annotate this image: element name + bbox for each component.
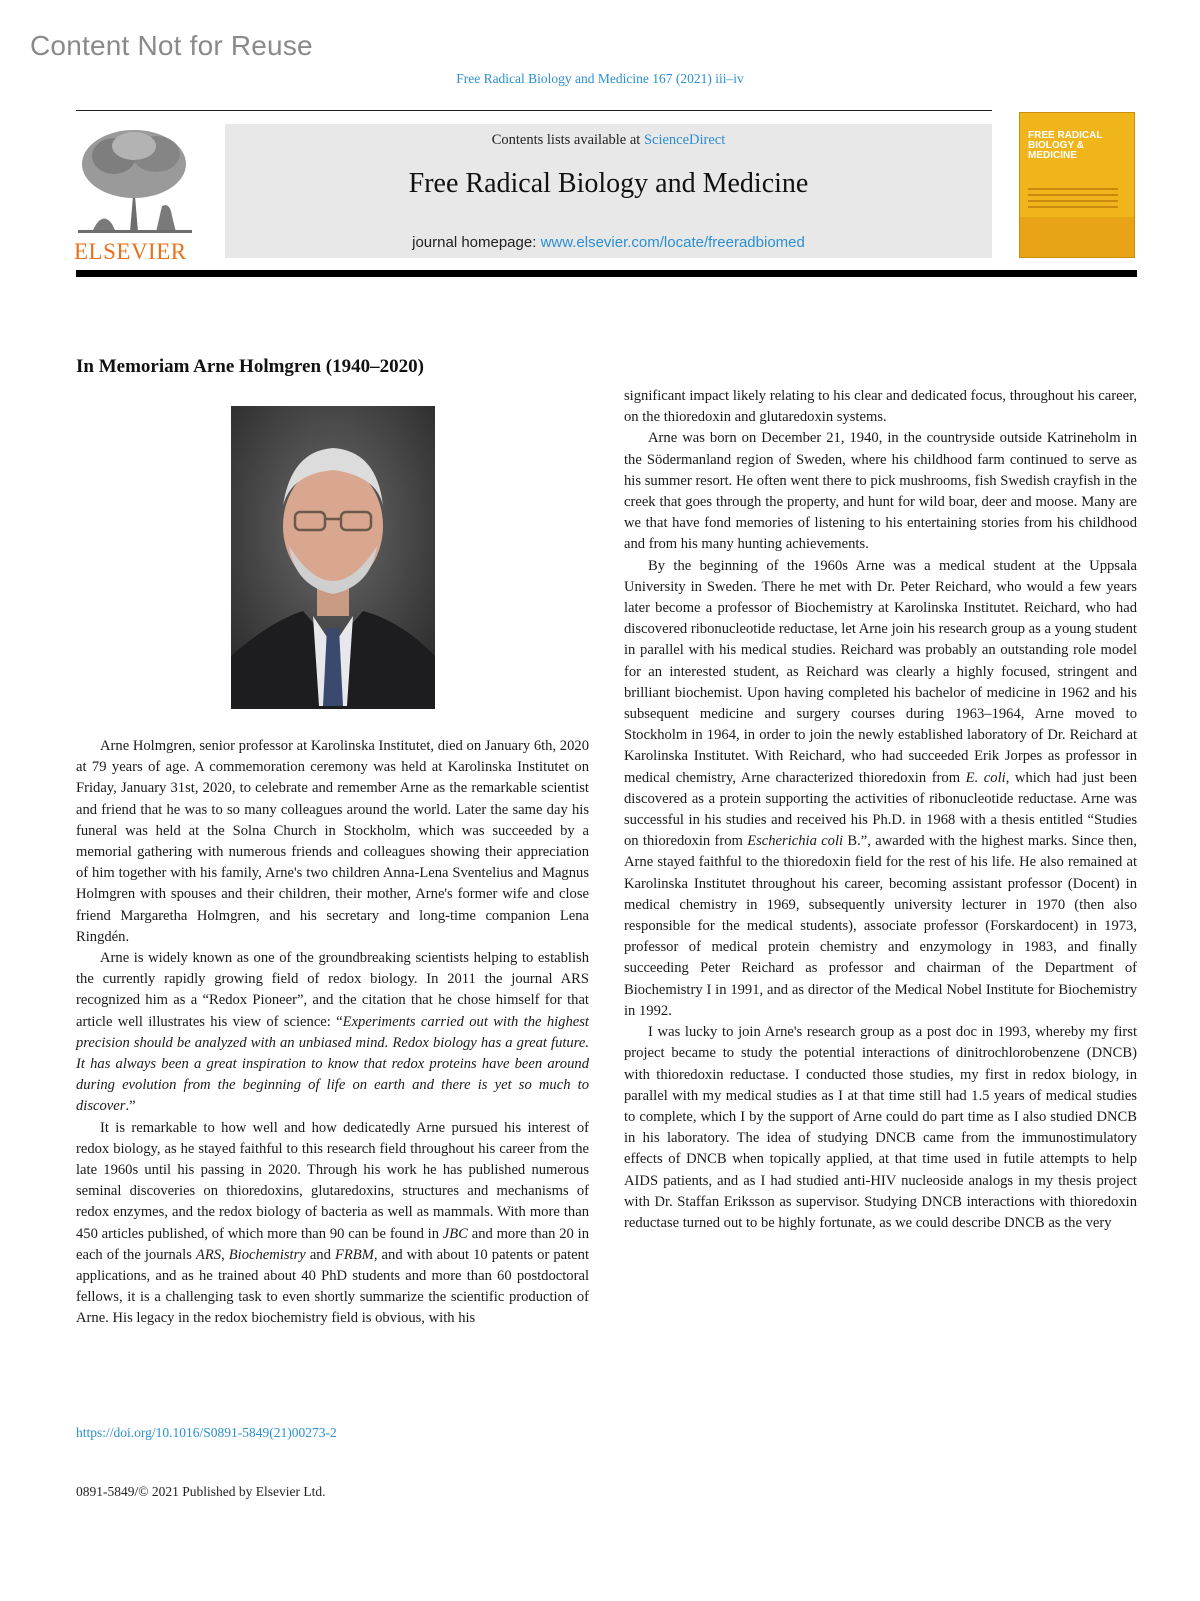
paragraph-text: , bbox=[221, 1246, 229, 1263]
paragraph bbox=[624, 556, 1137, 1022]
paragraph-text: B.”, awarded with the highest marks. Since then, Arne stayed faithful to the thioredoxin field for the rest of his life. He also remained at Karolinska Institutet throughout his career, becoming assistant professor (Docent) in medical chemistry in 1969, subsequently university lecturer in 1970 (then also responsible for the medical students), associate professor (Forskardocent) in 1973, professor of medical protein chemistry and enzymology in 1983, and finally succeeding Peter Reichard as professor and chairman of the Department of Biochemistry I in 1991, and as director of the Medical Nobel Institute for Biochemistry in 1992. bbox=[624, 833, 1137, 1019]
journal-name: ARS bbox=[195, 1246, 222, 1263]
paragraph-text: Arne is widely known as one of the groundbreaking scientists helping to establish the currently rapidly growing field of redox biology. In 2011 the journal ARS recognized him as a “Redox Pioneer”, and the citation that he chose himself for that article well illustrates his view of science: “ bbox=[76, 950, 589, 1030]
journal-name: Biochemistry bbox=[228, 1246, 306, 1263]
portrait-photo bbox=[231, 406, 435, 709]
paragraph bbox=[76, 1118, 589, 1330]
copyright-line: 0891-5849/© 2021 Published by Elsevier Ltd. bbox=[76, 1484, 326, 1499]
sciencedirect-link[interactable]: ScienceDirect bbox=[643, 132, 726, 148]
paragraph: significant impact likely relating to his clear and dedicated focus, throughout his career, on the thioredoxin and glutaredoxin systems. bbox=[624, 388, 1137, 426]
contents-prefix: Contents lists available at bbox=[491, 132, 644, 148]
cover-decoration bbox=[1028, 188, 1118, 212]
paragraph: I was lucky to join Arne's research group as a post doc in 1993, whereby my first project became to study the potential interactions of dinitrochlorobenzene (DNCB) with thioredoxin reductase. I conducted those studies, my first in redox biology, in parallel with my medical studies as I at that time still had 1.5 years of medical studies to complete, which I by the support of Arne could do part time as I also studied DNCB in his laboratory. The idea of studying DNCB came from the immunostimulatory effects of DNCB when topically applied, at that time used in futile attempts to help AIDS patients, and as I had studied anti-HIV nucleoside analogs in my thesis project with Dr. Staffan Eriksson as supervisor. Studying DNCB interactions with thioredoxin reductase turned out to be highly fortunate, as we could describe DNCB as the very bbox=[624, 1024, 1137, 1231]
journal-homepage-link[interactable]: www.elsevier.com/locate/freeradbiomed bbox=[540, 234, 805, 251]
journal-name: FRBM bbox=[334, 1246, 374, 1263]
journal-banner bbox=[225, 124, 992, 258]
doi-link[interactable]: https://doi.org/10.1016/S0891-5849(21)00273-2 bbox=[76, 1425, 337, 1440]
article-title: In Memoriam Arne Holmgren (1940–2020) bbox=[76, 355, 424, 377]
article-column-right bbox=[624, 386, 1137, 1234]
paragraph-text: By the beginning of the 1960s Arne was a medical student at the Uppsala University in Sweden. There he met with Dr. Peter Reichard, who would a few years later become a professor of Biochemistry at Karolinska Institutet. Reichard, who had discovered ribonucleotide reductase, let Arne join his research group as a young student in parallel with his medical studies. Reichard was probably an outstanding role model for an interested student, as Reichard was clearly a highly focused, stringent and brilliant biochemist. Upon having completed his bachelor of medicine in 1962 and his subsequent medicine and surgery courses during 1963–1964, Arne moved to Stockholm in 1964, in order to join the newly established laboratory of Dr. Reichard at Karolinska Institutet. With Reichard, who had succeeded Erik Jorpes as professor in medical chemistry, Arne characterized thioredoxin from bbox=[624, 557, 1137, 786]
cover-title: FREE RADICAL BIOLOGY & MEDICINE bbox=[1028, 130, 1103, 161]
elsevier-wordmark: ELSEVIER bbox=[74, 239, 187, 264]
paragraph: Arne Holmgren, senior professor at Karolinska Institutet, died on January 6th, 2020 at 79 years of age. A commemoration ceremony was held at Karolinska Institutet on Friday, January 31st, 2020, to celebrate and remember Arne as the remarkable scientist and friend that he was to so many colleagues around the world. Later the same day his funeral was held at the Solna Church in Stockholm, which was succeeded by a memorial gathering with numerous friends and colleagues showing their appreciation of him together with his family, Arne's two children Anna-Lena Sventelius and Magnus Holmgren with spouses and their children, their mother, Arne's former wife and close friend Margaretha Holmgren, and his secretary and long-time companion Lena Ringdén. bbox=[76, 738, 589, 945]
journal-cover-thumbnail bbox=[1019, 112, 1135, 258]
paragraph-text: and more than 20 in each of the journals bbox=[76, 1225, 589, 1263]
species-name: Escherichia coli bbox=[747, 833, 844, 850]
species-name: E. coli bbox=[965, 769, 1006, 786]
paragraph-text: .” bbox=[125, 1098, 136, 1115]
article-column-left bbox=[76, 736, 589, 1330]
paragraph-text: , which had just been discovered as a protein supporting the activities of ribonucleotide reductase. Arne was successful in his studies and received his Ph.D. in 1968 with a thesis entitled “Studies on thioredoxin from bbox=[624, 769, 1137, 850]
paragraph-text: It is remarkable to how well and how dedicatedly Arne pursued his interest of redox biology, as he stayed faithful to this research field throughout his career from the late 1960s until his passing in 2020. Through his work he has published numerous seminal discoveries on thioredoxins, glutaredoxins, structures and mechanisms of redox enzymes, and the redox biology of bacteria as well as mammals. With more than 450 articles published, of which more than 90 can be found in bbox=[76, 1119, 589, 1242]
homepage-prefix: journal homepage: bbox=[412, 234, 541, 251]
paragraph-text: , and with about 10 patents or patent applications, and as he trained about 40 PhD students and more than 60 postdoctoral fellows, it is a challenging task to even shortly summarize the scientific production of Arne. His legacy in the redox biochemistry field is obvious, with his bbox=[76, 1246, 590, 1327]
paragraph: Arne was born on December 21, 1940, in the countryside outside Katrineholm in the Södermanland region of Sweden, where his childhood farm continued to serve as his summer resort. He often went there to pick mushrooms, fish Swedish crayfish in the creek that goes through the property, and hunt for wild boar, deer and moose. Many are we that have fond memories of listening to his entertaining stories from his childhood and from his many hunting achievements. bbox=[624, 430, 1137, 553]
journal-title: Free Radical Biology and Medicine bbox=[408, 168, 809, 199]
contents-available-line bbox=[225, 132, 992, 149]
header-top-rule bbox=[76, 110, 992, 111]
paragraph bbox=[76, 948, 589, 1118]
pioneer-quote: Experiments carried out with the highest precision should be analyzed with an unbiased mind. Redox biology has a great future. It has always been a great inspiration to know that redox proteins have been around during evolution from the beginning of life on earth and there is yet so much to discover bbox=[76, 1013, 589, 1115]
journal-name: JBC bbox=[442, 1225, 468, 1242]
journal-citation-link[interactable]: Free Radical Biology and Medicine 167 (2021) iii–iv bbox=[456, 71, 744, 86]
header-bottom-rule bbox=[76, 270, 1137, 277]
cover-band bbox=[1020, 217, 1134, 257]
watermark: Content Not for Reuse bbox=[30, 30, 313, 61]
journal-homepage-line bbox=[225, 234, 992, 251]
paragraph-text: and bbox=[305, 1246, 335, 1263]
